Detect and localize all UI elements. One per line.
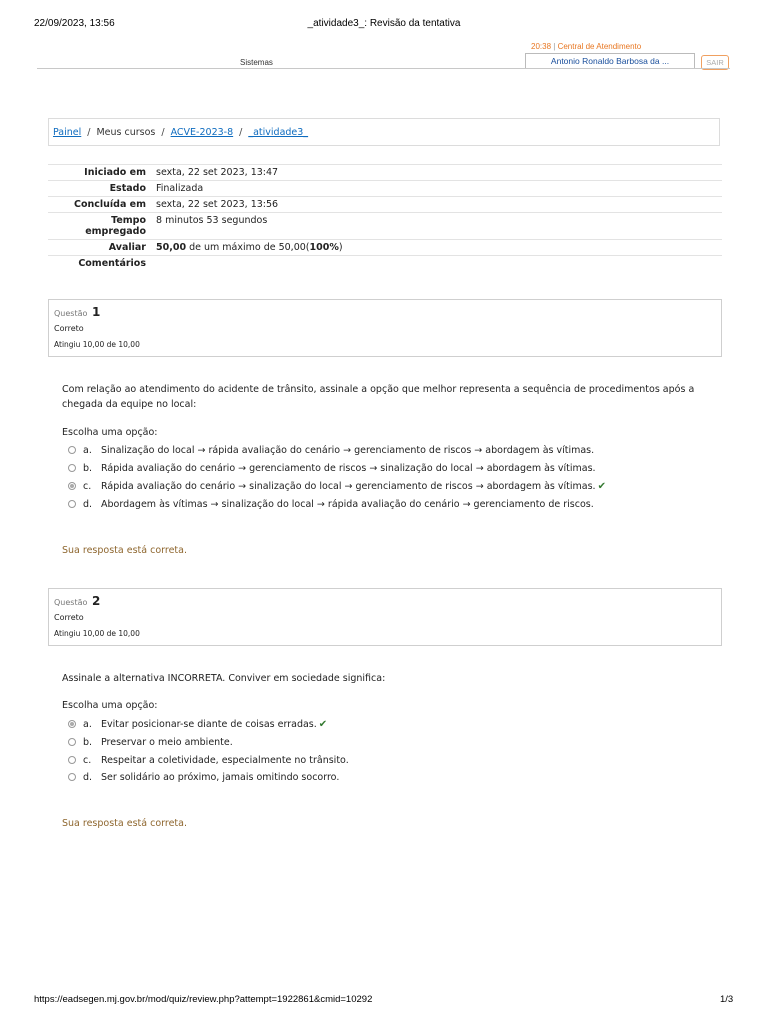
option-letter: d.: [83, 498, 93, 510]
summary-value: Finalizada: [156, 183, 204, 194]
print-page-number: 1/3: [720, 994, 734, 1005]
grade-mid: de um máximo de 50,00(: [186, 242, 310, 253]
option-letter: c.: [83, 480, 92, 492]
question-state: Correto: [54, 324, 84, 333]
question-grade: Atingiu 10,00 de 10,00: [54, 629, 140, 638]
logout-button[interactable]: SAIR: [701, 55, 729, 70]
radio-checked-icon[interactable]: [68, 482, 76, 490]
option-text: Rápida avaliação do cenário → sinalização do local → gerenciamento de riscos → abordagem às vítimas.: [101, 480, 596, 492]
central-atendimento-link[interactable]: Central de Atendimento: [557, 42, 642, 51]
summary-row-completed: [48, 197, 722, 213]
grade-end: ): [338, 242, 343, 253]
clock-time: 20:38: [531, 42, 552, 51]
summary-label: Avaliar: [108, 242, 146, 253]
print-title: _atividade3_: Revisão da tentativa: [307, 18, 461, 29]
option-letter: b.: [83, 736, 93, 748]
topbar-divider: [37, 68, 730, 69]
radio-checked-icon[interactable]: [68, 720, 76, 728]
option-text: Respeitar a coletividade, especialmente no trânsito.: [101, 754, 349, 766]
option-letter: a.: [83, 718, 92, 730]
breadcrumb: [48, 118, 720, 146]
radio-icon[interactable]: [68, 738, 76, 746]
option-text: Evitar posicionar-se diante de coisas erradas.: [101, 718, 317, 730]
option-text: Preservar o meio ambiente.: [101, 736, 233, 748]
radio-icon[interactable]: [68, 773, 76, 781]
option-letter: c.: [83, 754, 92, 766]
question-2-option-d[interactable]: [68, 770, 339, 784]
breadcrumb-meus-cursos: Meus cursos: [96, 126, 156, 138]
question-1-prompt: Escolha uma opção:: [62, 427, 158, 438]
breadcrumb-separator: /: [239, 126, 243, 138]
question-number: Questão 2: [54, 594, 101, 608]
summary-value: [152, 256, 722, 272]
print-datetime: 22/09/2023, 13:56: [34, 18, 115, 29]
radio-icon[interactable]: [68, 756, 76, 764]
clock-separator: |: [553, 42, 556, 51]
question-2-text: Assinale a alternativa INCORRETA. Conviver em sociedade significa:: [62, 673, 386, 684]
attempt-summary-table: [48, 164, 722, 271]
option-text: Sinalização do local → rápida avaliação do cenário → gerenciamento de riscos → abordagem às vítimas.: [101, 444, 595, 456]
time-label-1: Tempo: [111, 215, 146, 226]
breadcrumb-separator: /: [161, 126, 165, 138]
grade-score: 50,00: [156, 242, 187, 253]
summary-row-started: [48, 165, 722, 181]
summary-row-grade: [48, 240, 722, 256]
print-url: https://eadsegen.mj.gov.br/mod/quiz/review.php?attempt=1922861&cmid=10292: [34, 994, 373, 1005]
radio-icon[interactable]: [68, 446, 76, 454]
radio-icon[interactable]: [68, 464, 76, 472]
sistemas-menu[interactable]: Sistemas: [240, 58, 273, 67]
question-2-prompt: Escolha uma opção:: [62, 700, 158, 711]
user-name-box[interactable]: Antonio Ronaldo Barbosa da ...: [525, 53, 695, 68]
clock-central-line: [531, 42, 641, 51]
summary-row-state: [48, 181, 722, 197]
summary-value: sexta, 22 set 2023, 13:56: [156, 199, 279, 210]
option-text: Ser solidário ao próximo, jamais omitindo socorro.: [101, 771, 340, 783]
summary-label: Estado: [109, 183, 146, 194]
question-2-option-b[interactable]: [68, 735, 233, 749]
radio-icon[interactable]: [68, 500, 76, 508]
question-1-text: Com relação ao atendimento do acidente de trânsito, assinale a opção que melhor representa a sequência de procedimentos após a chegada da equipe no local:: [62, 384, 695, 410]
question-1-option-b[interactable]: [68, 461, 596, 475]
option-text: Abordagem às vítimas → sinalização do local → rápida avaliação do cenário → gerenciamento de riscos.: [101, 498, 594, 510]
summary-row-time: [48, 213, 722, 240]
summary-value: 8 minutos 53 segundos: [156, 215, 268, 226]
summary-value: [152, 240, 722, 256]
question-number: Questão 1: [54, 305, 101, 319]
option-letter: b.: [83, 462, 93, 474]
question-2-info: [48, 588, 722, 646]
breadcrumb-activity-link[interactable]: _atividade3_: [248, 126, 309, 138]
question-grade: Atingiu 10,00 de 10,00: [54, 340, 140, 349]
summary-label: Iniciado em: [84, 167, 146, 178]
question-1-option-c[interactable]: [68, 479, 606, 493]
summary-label: Comentários: [78, 258, 146, 269]
breadcrumb-separator: /: [87, 126, 91, 138]
breadcrumb-painel-link[interactable]: Painel: [53, 126, 82, 138]
question-2-option-c[interactable]: [68, 753, 349, 767]
breadcrumb-course-link[interactable]: ACVE-2023-8: [170, 126, 234, 138]
check-mark-icon: ✔: [318, 718, 328, 730]
question-1-option-d[interactable]: [68, 497, 594, 511]
question-1-feedback: Sua resposta está correta.: [62, 545, 187, 556]
summary-label: [48, 213, 152, 240]
question-1-info: [48, 299, 722, 357]
question-2-option-a[interactable]: [68, 717, 327, 731]
time-label-2: empregado: [85, 226, 146, 237]
option-text: Rápida avaliação do cenário → gerenciamento de riscos → sinalização do local → abordagem às vítimas.: [101, 462, 596, 474]
summary-row-comments: [48, 256, 722, 272]
summary-value: sexta, 22 set 2023, 13:47: [156, 167, 279, 178]
summary-label: Concluída em: [73, 199, 146, 210]
grade-percent: 100%: [309, 242, 339, 253]
check-mark-icon: ✔: [597, 480, 606, 492]
question-1-option-a[interactable]: [68, 443, 594, 457]
option-letter: d.: [83, 771, 93, 783]
question-2-feedback: Sua resposta está correta.: [62, 818, 187, 829]
question-state: Correto: [54, 613, 84, 622]
option-letter: a.: [83, 444, 92, 456]
